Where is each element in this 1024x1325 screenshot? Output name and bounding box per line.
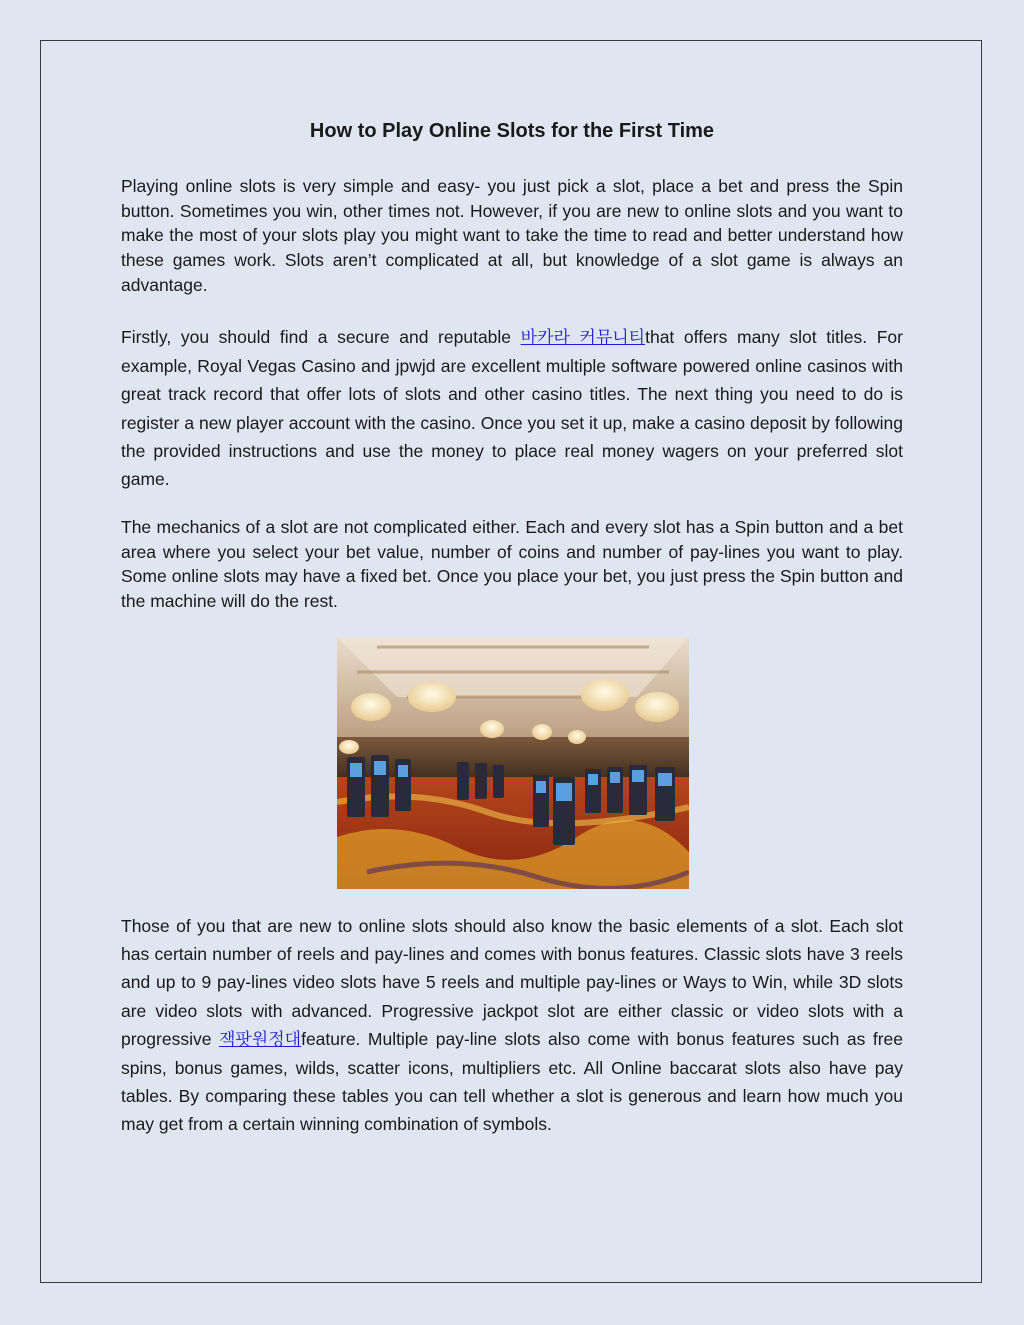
paragraph-slot-elements xyxy=(121,912,903,1139)
baccarat-community-link[interactable]: 바카라 커뮤니티 xyxy=(520,328,646,347)
paragraph-text: that offers many slot titles. For example, Royal Vegas Casino and jpwjd are excellent multiple software powered online casinos with great track record that offer lots of slots and other casino titles. The next thing you need to do is register a new player account with the casino. Once you set it up, make a casino deposit by following the provided instructions and use the money to place real money wagers on your preferred slot game. xyxy=(121,327,903,490)
paragraph-mechanics: The mechanics of a slot are not complicated either. Each and every slot has a Spin button and a bet area where you select your bet value, number of coins and number of pay-lines you want to play. Some online slots may have a fixed bet. Once you place your bet, you just press the Spin button and the machine will do the rest. xyxy=(121,517,903,612)
paragraph-text: Firstly, you should find a secure and reputable xyxy=(121,327,521,347)
paragraph-intro: Playing online slots is very simple and easy- you just pick a slot, place a bet and press the Spin button. Sometimes you win, other times not. However, if you are new to online slots and you want to make the most of your slots play you might want to take the time to read and better understand how these games work. Slots aren’t complicated at all, but knowledge of a slot game is always an advantage. xyxy=(121,176,903,295)
paragraph-text: Those of you that are new to online slots should also know the basic elements of a slot. Each slot has certain number of reels and pay-lines and comes with bonus features. Classic slots have 3 reels and up to 9 pay-lines video slots have 5 reels and multiple pay-lines or Ways to Win, while 3D slots are video slots with advanced. Progressive jackpot slot are either classic or video slots with a progressive xyxy=(121,916,903,1049)
jackpot-expedition-link[interactable]: 잭팟원정대 xyxy=(218,1029,302,1049)
paragraph-secure-casino xyxy=(121,323,903,493)
casino-floor-photo xyxy=(337,637,689,889)
paragraph-text: feature. Multiple pay-line slots also come with bonus features such as free spins, bonus games, wilds, scatter icons, multipliers etc. All Online baccarat slots also have pay tables. By comparing these tables you can tell whether a slot is generous and learn how much you may get from a certain winning combination of symbols. xyxy=(121,1028,903,1135)
page-title: How to Play Online Slots for the First Time xyxy=(309,120,715,142)
